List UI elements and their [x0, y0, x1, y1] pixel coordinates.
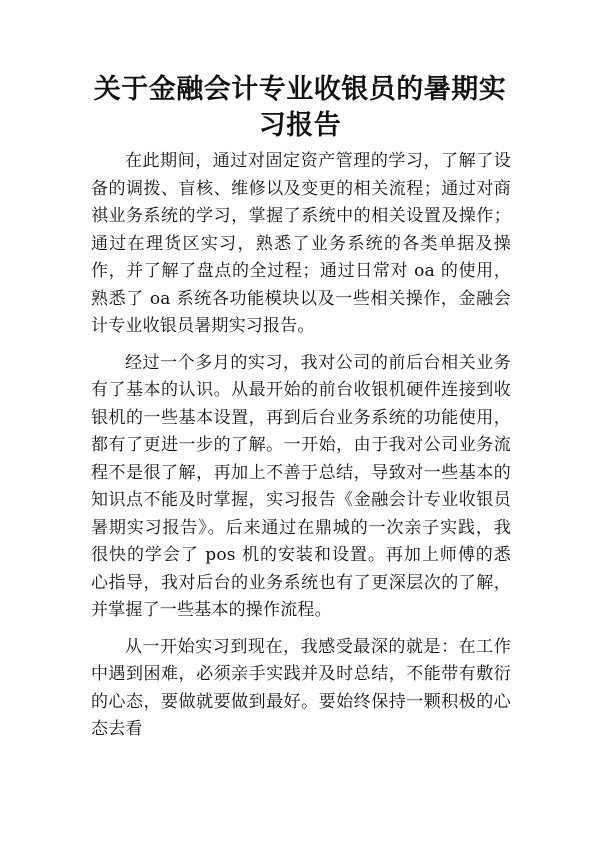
paragraph-2: 经过一个多月的实习，我对公司的前后台相关业务有了基本的认识。从最开始的前台收银机硬件连接到收银机的一些基本设置，再到后台业务系统的功能使用，都有了更进一步的了解。一开始，由于我对公司业务流程不是很了解，再加上不善于总结，导致对一些基本的知识点不能及时掌握，实习报告《金融会计专业收银员暑期实习报告》。后来通过在鼎城的一次亲子实践，我很快的学会了 pos 机的安装和设置。再加上师傅的悉心指导，我对后台的业务系统也有了更深层次的了解，并掌握了一些基本的操作流程。	[91, 352, 511, 620]
paragraph-3: 从一开始实习到现在，我感受最深的就是：在工作中遇到困难，必须亲手实践并及时总结，不能带有敷衍的心态，要做就要做到最好。要始终保持一颗积极的心态去看	[91, 636, 511, 739]
paragraph-1: 在此期间，通过对固定资产管理的学习，了解了设备的调拨、盲核、维修以及变更的相关流程；通过对商祺业务系统的学习，掌握了系统中的相关设置及操作；通过在理货区实习，熟悉了业务系统的各类单据及操作，并了解了盘点的全过程；通过日常对 oa 的使用，熟悉了 oa 系统各功能模块以及一些相关操作，金融会计专业收银员暑期实习报告。	[91, 151, 511, 336]
document-body	[91, 148, 511, 753]
document-title: 关于金融会计专业收银员的暑期实习报告	[93, 74, 507, 141]
